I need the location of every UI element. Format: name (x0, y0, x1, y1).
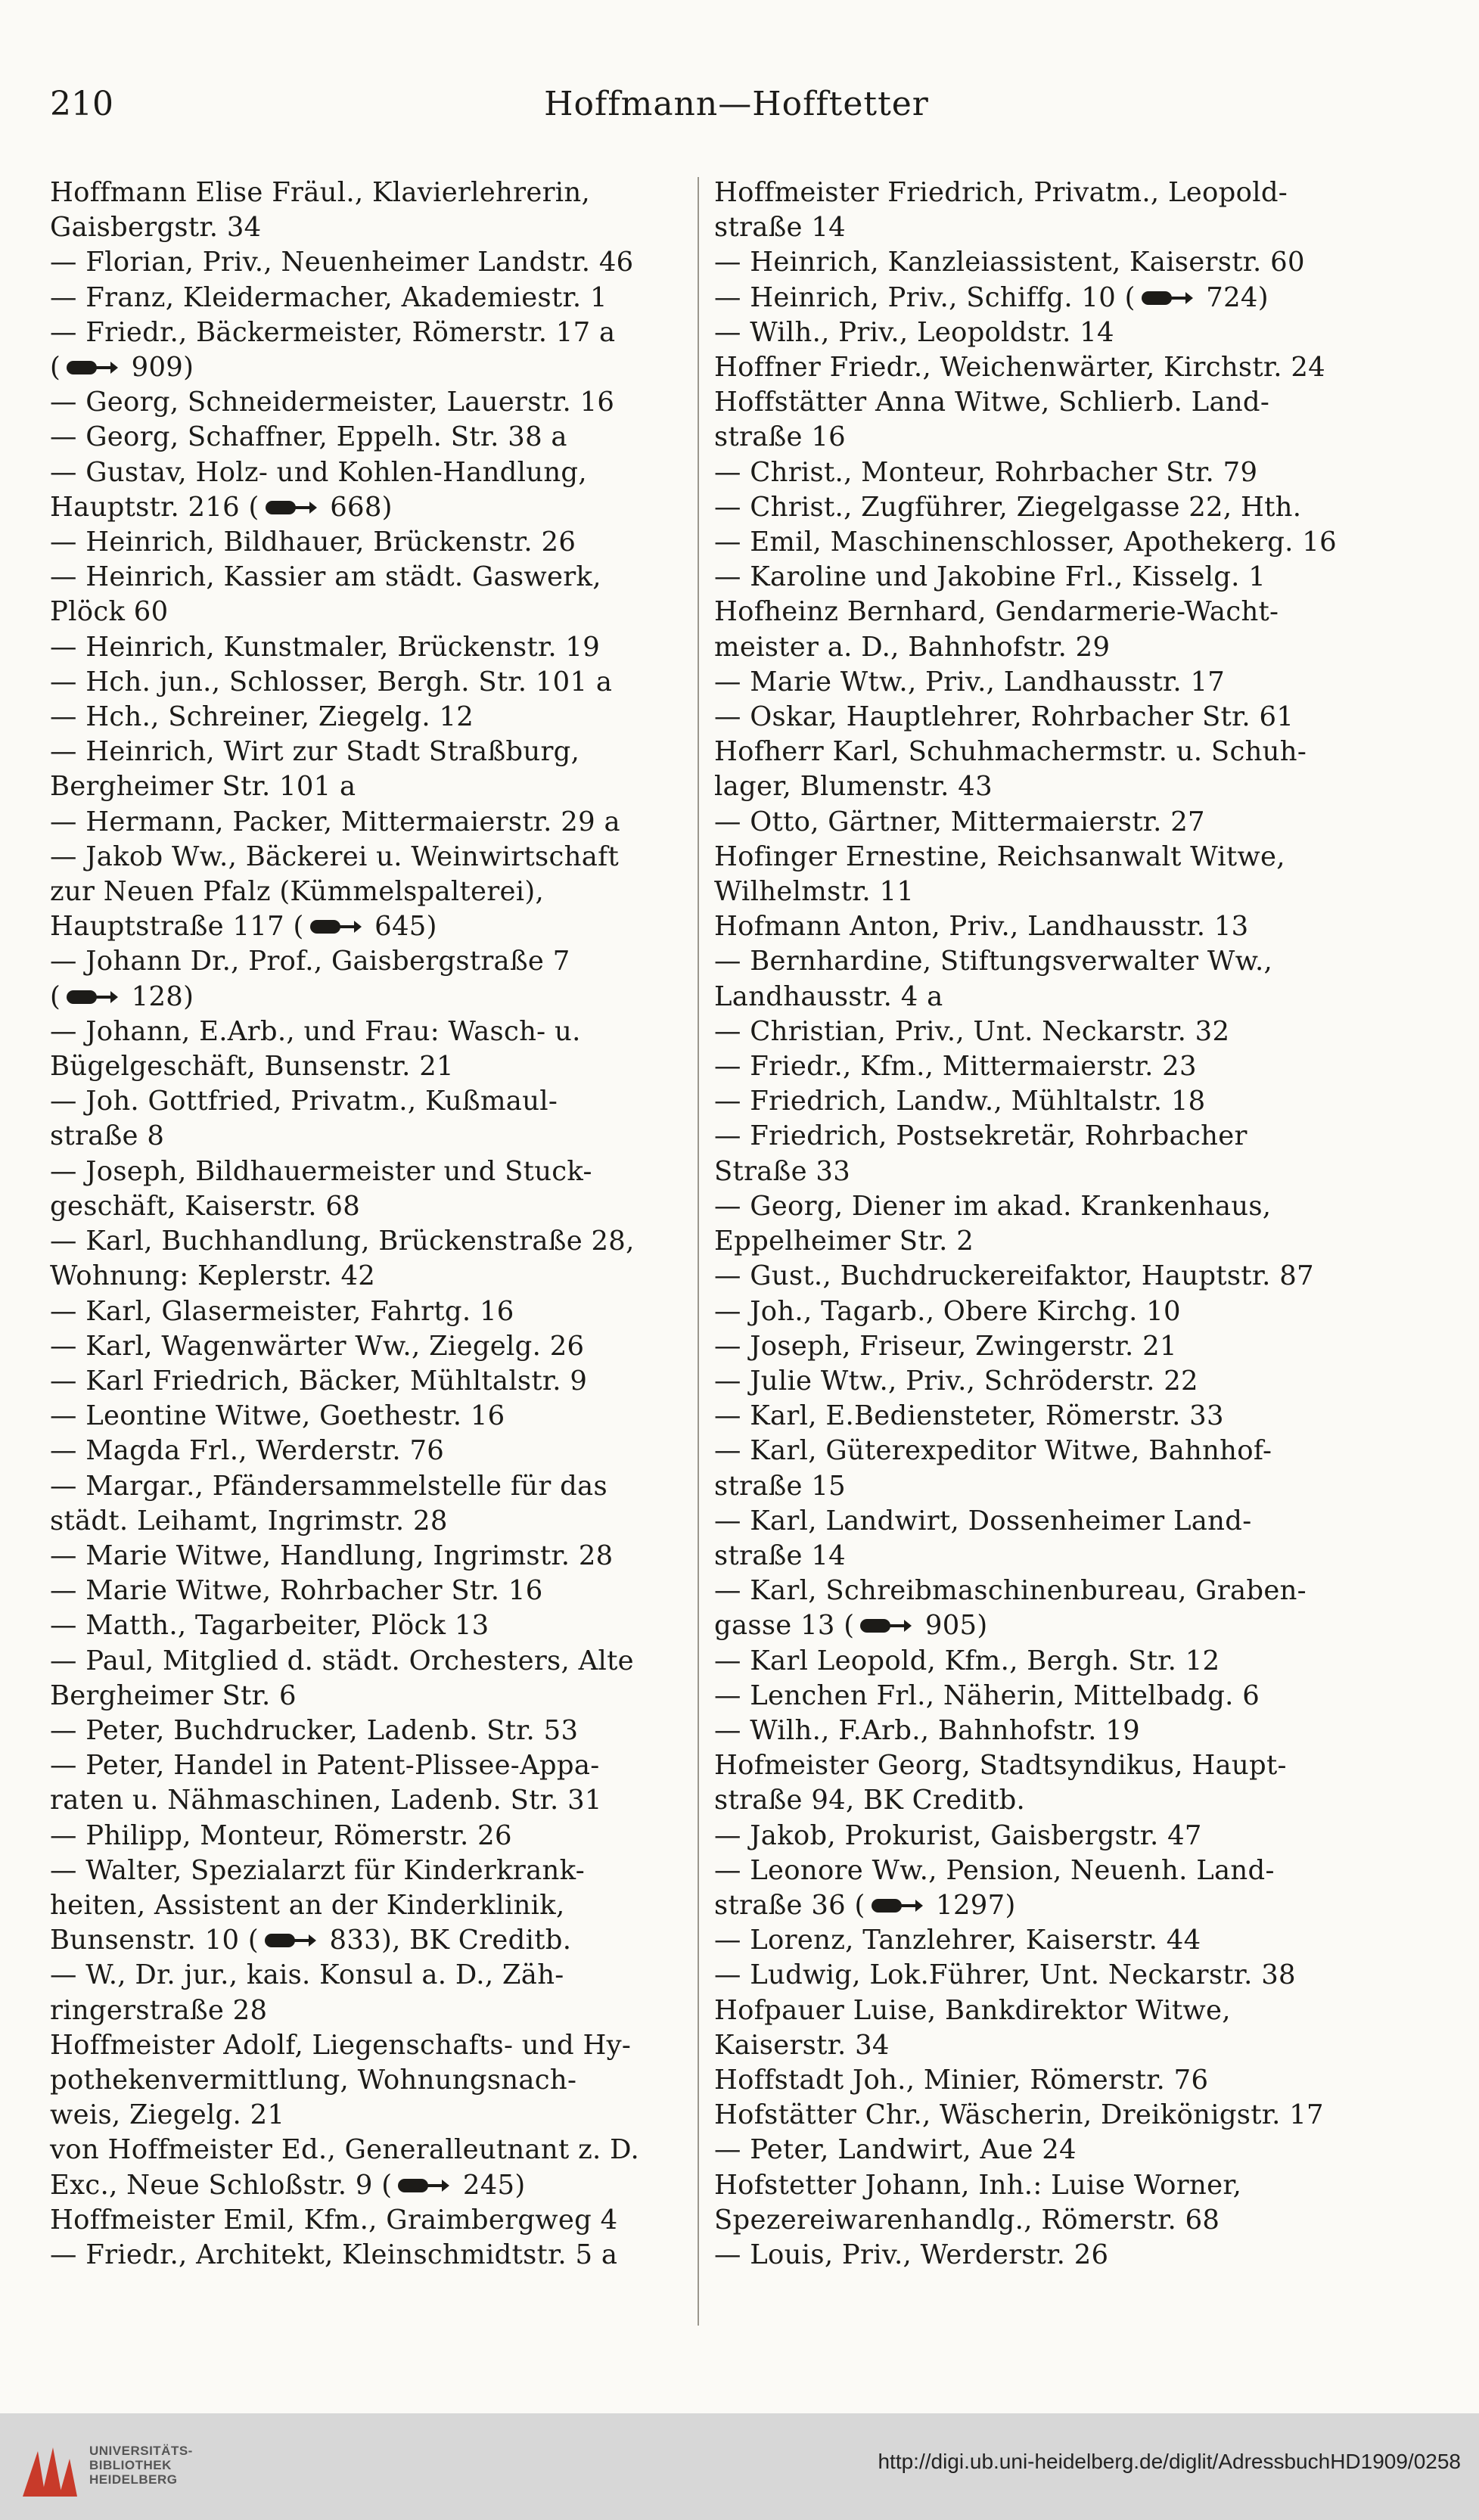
telephone-icon (263, 498, 318, 517)
directory-entry (50, 944, 693, 1014)
directory-entry (50, 315, 693, 385)
entry-continuation-line: Hauptstr. 216 ( 668) (50, 491, 393, 523)
directory-entry (50, 1224, 693, 1294)
entry-line: — Karl Leopold, Kfm., Bergh. Str. 12 (714, 1645, 1220, 1676)
directory-entry (50, 2238, 693, 2273)
directory-entry (50, 805, 693, 840)
entry-line: — Heinrich, Kunstmaler, Brückenstr. 19 (50, 631, 601, 663)
entry-line: — Heinrich, Priv., Schiffg. 10 ( 724) (714, 281, 1269, 313)
directory-entry (714, 595, 1372, 664)
directory-entry (50, 735, 693, 804)
ub-heidelberg-logo (15, 2436, 83, 2504)
entry-line: — Christ., Monteur, Rohrbacher Str. 79 (714, 456, 1258, 488)
entry-line: Hofheinz Bernhard, Gendarmerie-Wacht- (714, 596, 1279, 628)
left-column (50, 176, 693, 2273)
entry-line: Hoffmann Elise Fräul., Klavierlehrerin, (50, 177, 591, 208)
entry-line: Hoffmeister Emil, Kfm., Graimbergweg 4 (50, 2204, 618, 2236)
entry-continuation-line: Gaisbergstr. 34 (50, 212, 262, 244)
entry-line: Hofstätter Chr., Wäscherin, Dreikönigstr. 17 (714, 2099, 1324, 2131)
entry-line: — Marie Wtw., Priv., Landhausstr. 17 (714, 666, 1226, 698)
footer-bar (0, 2413, 1479, 2520)
directory-entry (50, 385, 693, 420)
entry-continuation-line: weis, Ziegelg. 21 (50, 2099, 285, 2131)
entry-line: — Marie Witwe, Rohrbacher Str. 16 (50, 1575, 543, 1607)
directory-entry (714, 525, 1372, 560)
entry-line: — Johann Dr., Prof., Gaisbergstraße 7 (50, 946, 570, 977)
directory-entry (714, 1923, 1372, 1958)
entry-line: Hofherr Karl, Schuhmachermstr. u. Schuh- (714, 736, 1307, 768)
entry-line: — Florian, Priv., Neuenheimer Landstr. 46 (50, 247, 634, 278)
entry-line: — Karl Friedrich, Bäcker, Mühltalstr. 9 (50, 1365, 588, 1397)
library-name-line2: BIBLIOTHEK (89, 2458, 172, 2472)
entry-line: Hoffner Friedr., Weichenwärter, Kirchstr. 24 (714, 352, 1325, 384)
directory-entry (714, 1748, 1372, 1818)
entry-line: — Peter, Landwirt, Aue 24 (714, 2134, 1077, 2166)
entry-continuation-line: Eppelheimer Str. 2 (714, 1226, 974, 1257)
directory-entry (714, 1679, 1372, 1714)
directory-entry (714, 1958, 1372, 1993)
entry-line: Hofstetter Johann, Inh.: Luise Worner, (714, 2169, 1242, 2201)
directory-entry (50, 1958, 693, 2027)
directory-entry (50, 840, 693, 945)
telephone-icon (64, 987, 120, 1007)
directory-entry (714, 1853, 1372, 1923)
column-divider (698, 177, 699, 2326)
directory-entry (50, 455, 693, 525)
entry-line: — Leontine Witwe, Goethestr. 16 (50, 1400, 505, 1432)
entry-continuation-line: pothekenvermittlung, Wohnungsnach- (50, 2064, 577, 2096)
entry-continuation-line: gasse 13 ( 905) (714, 1610, 988, 1642)
entry-continuation-line: straße 8 (50, 1120, 165, 1152)
directory-entry (714, 1049, 1372, 1084)
entry-continuation-line: Plöck 60 (50, 596, 169, 628)
directory-entry (714, 1189, 1372, 1259)
entry-line: — Matth., Tagarbeiter, Plöck 13 (50, 1610, 489, 1642)
directory-entry (50, 1714, 693, 1748)
directory-entry (714, 735, 1372, 804)
directory-entry (714, 2238, 1372, 2273)
directory-entry (50, 1574, 693, 1608)
entry-continuation-line: Wohnung: Keplerstr. 42 (50, 1260, 376, 1292)
entry-continuation-line: straße 14 (714, 212, 846, 244)
entry-line: — Hch. jun., Schlosser, Bergh. Str. 101 a (50, 666, 613, 698)
entry-continuation-line: Kaiserstr. 34 (714, 2029, 890, 2061)
entry-line: — Emil, Maschinenschlosser, Apothekerg. 16 (714, 527, 1337, 558)
entry-line: — Friedrich, Postsekretär, Rohrbacher (714, 1120, 1248, 1152)
entry-line: — W., Dr. jur., kais. Konsul a. D., Zäh- (50, 1959, 564, 1991)
entry-line: — Joh., Tagarb., Obere Kirchg. 10 (714, 1295, 1181, 1327)
entry-line: — Hermann, Packer, Mittermaierstr. 29 a (50, 806, 620, 837)
directory-entry (714, 944, 1372, 1014)
directory-entry (714, 1819, 1372, 1853)
entry-line: — Georg, Schaffner, Eppelh. Str. 38 a (50, 421, 567, 453)
directory-entry (50, 245, 693, 280)
directory-entry (714, 490, 1372, 525)
entry-line: — Wilh., F.Arb., Bahnhofstr. 19 (714, 1714, 1140, 1746)
entry-line: — Leonore Ww., Pension, Neuenh. Land- (714, 1854, 1275, 1886)
directory-entry (714, 1084, 1372, 1119)
page-number: 210 (50, 85, 113, 123)
entry-line: — Joh. Gottfried, Privatm., Kußmaul- (50, 1086, 558, 1117)
entry-continuation-line: Bügelgeschäft, Bunsenstr. 21 (50, 1051, 454, 1083)
directory-entry (714, 350, 1372, 385)
entry-line: — Walter, Spezialarzt für Kinderkrank- (50, 1854, 585, 1886)
entry-continuation-line: Straße 33 (714, 1155, 851, 1187)
entry-line: — Christian, Priv., Unt. Neckarstr. 32 (714, 1015, 1230, 1047)
directory-entry (714, 315, 1372, 350)
source-url-link[interactable]: http://digi.ub.uni-heidelberg.de/diglit/AdressbuchHD1909/0258 (878, 2450, 1461, 2473)
directory-entry (714, 700, 1372, 735)
entry-continuation-line: Bergheimer Str. 101 a (50, 771, 356, 803)
entry-continuation-line: ( 128) (50, 980, 194, 1012)
entry-line: — Peter, Buchdrucker, Ladenb. Str. 53 (50, 1714, 579, 1746)
library-name (89, 2444, 193, 2487)
entry-line: — Heinrich, Wirt zur Stadt Straßburg, (50, 736, 580, 768)
directory-entry (714, 560, 1372, 595)
entry-continuation-line: heiten, Assistent an der Kinderklinik, (50, 1889, 565, 1921)
entry-continuation-line: Wilhelmstr. 11 (714, 876, 915, 908)
directory-entry (50, 630, 693, 665)
entry-line: — Otto, Gärtner, Mittermaierstr. 27 (714, 806, 1205, 837)
directory-entry (50, 1748, 693, 1818)
entry-line: Hoffmeister Adolf, Liegenschafts- und Hy- (50, 2029, 632, 2061)
entry-line: Hoffstadt Joh., Minier, Römerstr. 76 (714, 2064, 1209, 2096)
entry-line: Hofinger Ernestine, Reichsanwalt Witwe, (714, 841, 1285, 872)
entry-continuation-line: meister a. D., Bahnhofstr. 29 (714, 631, 1111, 663)
entry-line: — Karl, Schreibmaschinenbureau, Graben- (714, 1575, 1307, 1607)
entry-line: Hoffmeister Friedrich, Privatm., Leopold- (714, 177, 1288, 208)
entry-line: — Jakob Ww., Bäckerei u. Weinwirtschaft (50, 841, 620, 872)
directory-entry (50, 1434, 693, 1468)
entry-line: von Hoffmeister Ed., Generalleutnant z. D. (50, 2134, 640, 2166)
page-header (50, 85, 1423, 130)
entry-continuation-line: raten u. Nähmaschinen, Ladenb. Str. 31 (50, 1785, 602, 1816)
directory-entry (714, 1714, 1372, 1748)
directory-entry (714, 665, 1372, 700)
directory-entry (714, 1329, 1372, 1364)
entry-continuation-line: straße 15 (714, 1470, 846, 1502)
entry-line: — Karl, Buchhandlung, Brückenstraße 28, (50, 1226, 635, 1257)
directory-entry (50, 700, 693, 735)
entry-line: — Heinrich, Kassier am städt. Gaswerk, (50, 561, 601, 593)
entry-continuation-line: ringerstraße 28 (50, 1994, 268, 2026)
entry-continuation-line: straße 36 ( 1297) (714, 1889, 1016, 1921)
entry-line: — Marie Witwe, Handlung, Ingrimstr. 28 (50, 1540, 614, 1571)
library-name-line3: HEIDELBERG (89, 2472, 178, 2487)
entry-line: — Wilh., Priv., Leopoldstr. 14 (714, 316, 1114, 348)
running-title: Hoffmann—Hofftetter (544, 85, 929, 123)
entry-line: — Karl, Landwirt, Dossenheimer Land- (714, 1505, 1252, 1537)
entry-line: Hofmann Anton, Priv., Landhausstr. 13 (714, 911, 1249, 943)
entry-continuation-line: Landhausstr. 4 a (714, 980, 943, 1012)
entry-line: — Jakob, Prokurist, Gaisbergstr. 47 (714, 1819, 1202, 1851)
directory-entry (50, 1608, 693, 1643)
entry-line: — Joseph, Friseur, Zwingerstr. 21 (714, 1330, 1177, 1362)
directory-entry (714, 1119, 1372, 1189)
directory-entry (50, 1294, 693, 1329)
telephone-icon (395, 2176, 451, 2195)
entry-line: — Friedr., Bäckermeister, Römerstr. 17 a (50, 316, 616, 348)
telephone-icon (868, 1896, 924, 1916)
directory-entry (714, 2168, 1372, 2238)
entry-continuation-line: zur Neuen Pfalz (Kümmelspalterei), (50, 876, 545, 908)
directory-entry (714, 1434, 1372, 1503)
directory-entry (50, 1364, 693, 1399)
entry-continuation-line: Exc., Neue Schloßstr. 9 ( 245) (50, 2169, 526, 2201)
entry-line: — Gustav, Holz- und Kohlen-Handlung, (50, 456, 587, 488)
entry-continuation-line: straße 16 (714, 421, 846, 453)
telephone-icon (1139, 288, 1195, 308)
directory-entry (50, 1154, 693, 1224)
entry-line: — Lenchen Frl., Näherin, Mittelbadg. 6 (714, 1679, 1260, 1711)
directory-entry (50, 560, 693, 629)
directory-entry (714, 805, 1372, 840)
directory-entry (714, 176, 1372, 245)
directory-entry (714, 281, 1372, 315)
directory-entry (50, 525, 693, 560)
library-name-line1: UNIVERSITÄTS- (89, 2444, 193, 2458)
entry-continuation-line: ( 909) (50, 352, 194, 384)
directory-entry (714, 1644, 1372, 1679)
entry-line: — Georg, Schneidermeister, Lauerstr. 16 (50, 387, 615, 418)
directory-entry (714, 455, 1372, 490)
entry-continuation-line: lager, Blumenstr. 43 (714, 771, 993, 803)
directory-entry (50, 281, 693, 315)
directory-entry (714, 1364, 1372, 1399)
entry-line: Hofmeister Georg, Stadtsyndikus, Haupt- (714, 1750, 1287, 1782)
entry-continuation-line: Hauptstraße 117 ( 645) (50, 911, 437, 943)
entry-line: — Lorenz, Tanzlehrer, Kaiserstr. 44 (714, 1925, 1201, 1956)
telephone-icon (307, 917, 363, 937)
entry-line: — Paul, Mitglied d. städt. Orchesters, Alte (50, 1645, 634, 1676)
directory-entry (50, 1469, 693, 1539)
telephone-icon (64, 358, 120, 378)
entry-line: — Friedr., Kfm., Mittermaierstr. 23 (714, 1051, 1197, 1083)
directory-entry (714, 2098, 1372, 2133)
directory-entry (50, 420, 693, 455)
entry-line: — Franz, Kleidermacher, Akademiestr. 1 (50, 281, 607, 313)
entry-continuation-line: straße 14 (714, 1540, 846, 1571)
entry-line: — Heinrich, Bildhauer, Brückenstr. 26 (50, 527, 576, 558)
directory-entry (50, 665, 693, 700)
entry-line: — Gust., Buchdruckereifaktor, Hauptstr. 87 (714, 1260, 1314, 1292)
directory-entry (714, 245, 1372, 280)
entry-line: — Karoline und Jakobine Frl., Kisselg. 1 (714, 561, 1266, 593)
directory-entry (714, 1504, 1372, 1574)
entry-continuation-line: Bergheimer Str. 6 (50, 1679, 297, 1711)
directory-entry (714, 2133, 1372, 2167)
entry-continuation-line: städt. Leihamt, Ingrimstr. 28 (50, 1505, 448, 1537)
directory-entry (50, 1819, 693, 1853)
directory-entry (714, 1399, 1372, 1434)
entry-line: — Magda Frl., Werderstr. 76 (50, 1435, 445, 1467)
directory-entry (714, 385, 1372, 455)
directory-entry (50, 1015, 693, 1084)
entry-line: — Louis, Priv., Werderstr. 26 (714, 2239, 1109, 2270)
entry-line: — Julie Wtw., Priv., Schröderstr. 22 (714, 1365, 1198, 1397)
directory-entry (50, 1644, 693, 1714)
entry-line: — Karl, E.Bediensteter, Römerstr. 33 (714, 1400, 1224, 1432)
entry-line: — Ludwig, Lok.Führer, Unt. Neckarstr. 38 (714, 1959, 1296, 1991)
entry-line: — Karl, Wagenwärter Ww., Ziegelg. 26 (50, 1330, 585, 1362)
entry-continuation-line: Bunsenstr. 10 ( 833), BK Creditb. (50, 1925, 572, 1956)
directory-entry (50, 2133, 693, 2202)
entry-line: — Christ., Zugführer, Ziegelgasse 22, Hth. (714, 491, 1302, 523)
directory-entry (714, 2063, 1372, 2098)
entry-line: — Karl, Glasermeister, Fahrtg. 16 (50, 1295, 514, 1327)
directory-entry (50, 2028, 693, 2133)
entry-line: — Bernhardine, Stiftungsverwalter Ww., (714, 946, 1273, 977)
entry-line: — Joseph, Bildhauermeister und Stuck- (50, 1155, 592, 1187)
entry-line: — Hch., Schreiner, Ziegelg. 12 (50, 701, 474, 733)
entry-line: — Friedrich, Landw., Mühltalstr. 18 (714, 1086, 1206, 1117)
directory-entry (50, 1853, 693, 1959)
entry-line: — Peter, Handel in Patent-Plissee-Appa- (50, 1750, 600, 1782)
right-column (714, 176, 1372, 2273)
entry-line: Hofpauer Luise, Bankdirektor Witwe, (714, 1994, 1231, 2026)
entry-line: — Johann, E.Arb., und Frau: Wasch- u. (50, 1015, 581, 1047)
entry-line: — Margar., Pfändersammelstelle für das (50, 1470, 607, 1502)
entry-continuation-line: geschäft, Kaiserstr. 68 (50, 1190, 361, 1222)
directory-entry (714, 1259, 1372, 1294)
directory-entry (714, 1015, 1372, 1049)
telephone-icon (857, 1616, 913, 1636)
entry-continuation-line: Spezereiwarenhandlg., Römerstr. 68 (714, 2204, 1220, 2236)
directory-entry (50, 1399, 693, 1434)
entry-line: — Oskar, Hauptlehrer, Rohrbacher Str. 61 (714, 701, 1294, 733)
entry-line: — Philipp, Monteur, Römerstr. 26 (50, 1819, 512, 1851)
directory-entry (50, 1329, 693, 1364)
entry-continuation-line: straße 94, BK Creditb. (714, 1785, 1026, 1816)
directory-entry (50, 176, 693, 245)
directory-entry (50, 1084, 693, 1154)
directory-entry (714, 1993, 1372, 2063)
directory-entry (714, 909, 1372, 944)
telephone-icon (262, 1931, 318, 1950)
directory-entry (714, 840, 1372, 909)
entry-line: — Georg, Diener im akad. Krankenhaus, (714, 1190, 1272, 1222)
entry-line: — Heinrich, Kanzleiassistent, Kaiserstr. 60 (714, 247, 1305, 278)
directory-entry (50, 2203, 693, 2238)
directory-entry (714, 1574, 1372, 1643)
directory-entry (50, 1539, 693, 1574)
entry-line: — Friedr., Architekt, Kleinschmidtstr. 5 a (50, 2239, 618, 2270)
entry-line: Hoffstätter Anna Witwe, Schlierb. Land- (714, 387, 1270, 418)
entry-line: — Karl, Güterexpeditor Witwe, Bahnhof- (714, 1435, 1272, 1467)
directory-entry (714, 1294, 1372, 1329)
